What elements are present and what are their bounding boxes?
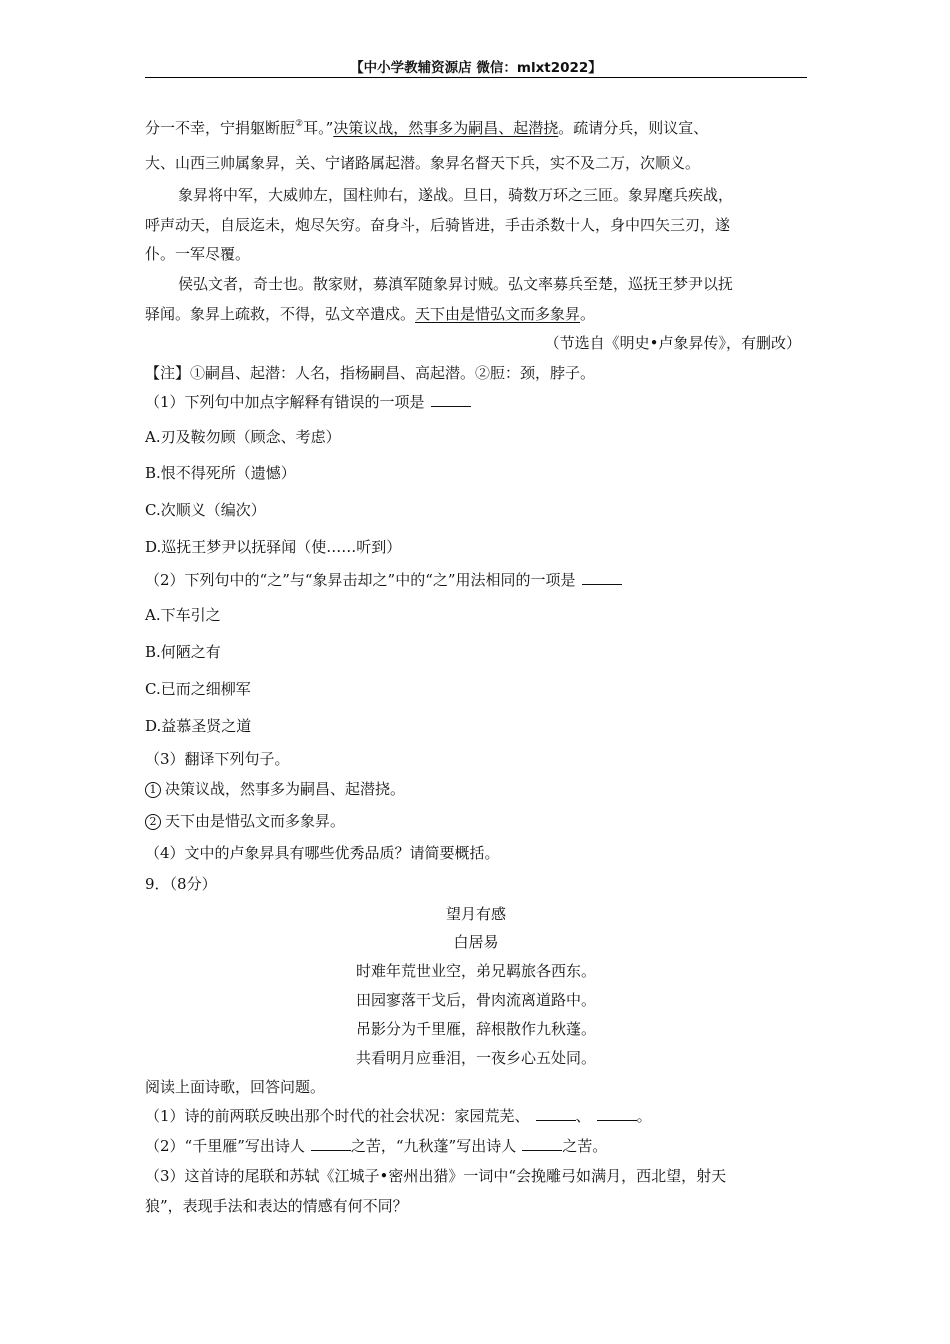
question-9-1 (145, 1106, 652, 1126)
question-text: 、 (575, 1107, 591, 1125)
answer-blank[interactable] (582, 570, 622, 585)
passage-line: 象昇将中军，大威帅左，国柱帅右，遂战。旦日，骑数万环之三匝。象昇麾兵疾战， (178, 186, 734, 204)
circled-number: 1 (145, 782, 161, 798)
source-citation: （节选自《明史•卢象昇传》，有删改） (544, 334, 801, 352)
passage-line (145, 304, 595, 324)
passage-line: 仆。一军尽覆。 (145, 245, 251, 263)
passage-line: 大、山西三帅属象昇，关、宁诸路属起潜。象昇名督天下兵，实不及二万，次顺义。 (145, 154, 701, 172)
question-8-4: （4）文中的卢象昇具有哪些优秀品质？请简要概括。 (145, 844, 500, 862)
question-8-2 (145, 570, 622, 590)
question-9-3-cont: 狼”，表现手法和表达的情感有何不同？ (145, 1197, 408, 1215)
poem-line: 田园寥落干戈后，骨肉流离道路中。 (355, 991, 596, 1009)
question-text: （2）下列句中的“之”与“象昇击却之”中的“之”用法相同的一项是 (145, 571, 576, 589)
translation-item (145, 779, 405, 799)
question-text: （1）下列句中加点字解释有错误的一项是 (145, 393, 425, 411)
annotation-note: 【注】①嗣昌、起潜：人名，指杨嗣昌、高起潜。②脰：颈，脖子。 (145, 364, 596, 382)
option-c: C.已而之细柳军 (145, 680, 251, 698)
option-d: D.益慕圣贤之道 (145, 717, 252, 735)
underlined-sentence: 决策议战，然事多为嗣昌、起潜挠 (333, 119, 559, 137)
answer-blank[interactable] (536, 1106, 576, 1121)
question-9-3: （3）这首诗的尾联和苏轼《江城子•密州出猎》一词中“会挽雕弓如满月，西北望，射天 (145, 1167, 727, 1185)
question-9-label: 9．（8分） (145, 875, 217, 893)
question-text: （2）“千里雁”写出诗人 (145, 1137, 305, 1155)
option-d: D.巡抚王梦尹以抚驿闻（使……听到） (145, 538, 402, 556)
poem-instruction: 阅读上面诗歌，回答问题。 (145, 1078, 326, 1096)
answer-blank[interactable] (311, 1136, 351, 1151)
question-text: 之苦。 (562, 1137, 608, 1155)
option-b: B.恨不得死所（遗憾） (145, 464, 296, 482)
option-c: C.次顺义（编次） (145, 501, 266, 519)
answer-blank[interactable] (522, 1136, 562, 1151)
passage-line (145, 118, 708, 138)
option-a: A.刃及鞍勿顾（顾念、考虑） (145, 428, 341, 446)
passage-text: 耳。” (303, 119, 334, 137)
passage-line: 侯弘文者，奇士也。散家财，募滇军随象昇讨贼。弘文率募兵至楚，巡抚王梦尹以抚 (178, 275, 734, 293)
poem-title: 望月有感 (445, 905, 506, 923)
circled-number: 2 (145, 814, 161, 830)
poem-author: 白居易 (453, 933, 499, 951)
question-text: 。 (636, 1107, 652, 1125)
passage-text: 驿闻。象昇上疏救，不得，弘文卒遣戍。 (145, 305, 416, 323)
passage-text: 分一不幸，宁捐躯断脰 (145, 119, 296, 137)
poem-line: 吊影分为千里雁，辞根散作九秋蓬。 (355, 1020, 596, 1038)
poem-line: 共看明月应垂泪，一夜乡心五处同。 (355, 1049, 596, 1067)
translation-sentence: 天下由是惜弘文而多象昇。 (165, 812, 346, 830)
poem-line: 时难年荒世业空，弟兄羁旅各西东。 (355, 962, 596, 980)
underlined-sentence: 天下由是惜弘文而多象昇 (415, 305, 581, 323)
header-rule (145, 77, 807, 78)
passage-line: 呼声动天，自辰迄未，炮尽矢穷。奋身斗，后骑皆进，手击杀数十人，身中四矢三刃，遂 (145, 216, 731, 234)
question-8-3: （3）翻译下列句子。 (145, 750, 290, 768)
passage-text: 。 (580, 305, 596, 323)
answer-blank[interactable] (597, 1106, 637, 1121)
question-text: （1）诗的前两联反映出那个时代的社会状况：家园荒芜、 (145, 1107, 530, 1125)
answer-blank[interactable] (431, 392, 471, 407)
footnote-marker: ② (295, 119, 304, 129)
question-9-2 (145, 1136, 607, 1156)
question-8-1 (145, 392, 471, 412)
option-a: A.下车引之 (145, 606, 221, 624)
passage-text: 。疏请分兵，则议宣、 (558, 119, 709, 137)
question-text: 之苦，“九秋蓬”写出诗人 (350, 1137, 517, 1155)
translation-item (145, 811, 345, 831)
page-header: 【中小学教辅资源店 微信：mlxt2022】 (350, 60, 602, 76)
translation-sentence: 决策议战，然事多为嗣昌、起潜挠。 (165, 780, 406, 798)
option-b: B.何陋之有 (145, 643, 221, 661)
